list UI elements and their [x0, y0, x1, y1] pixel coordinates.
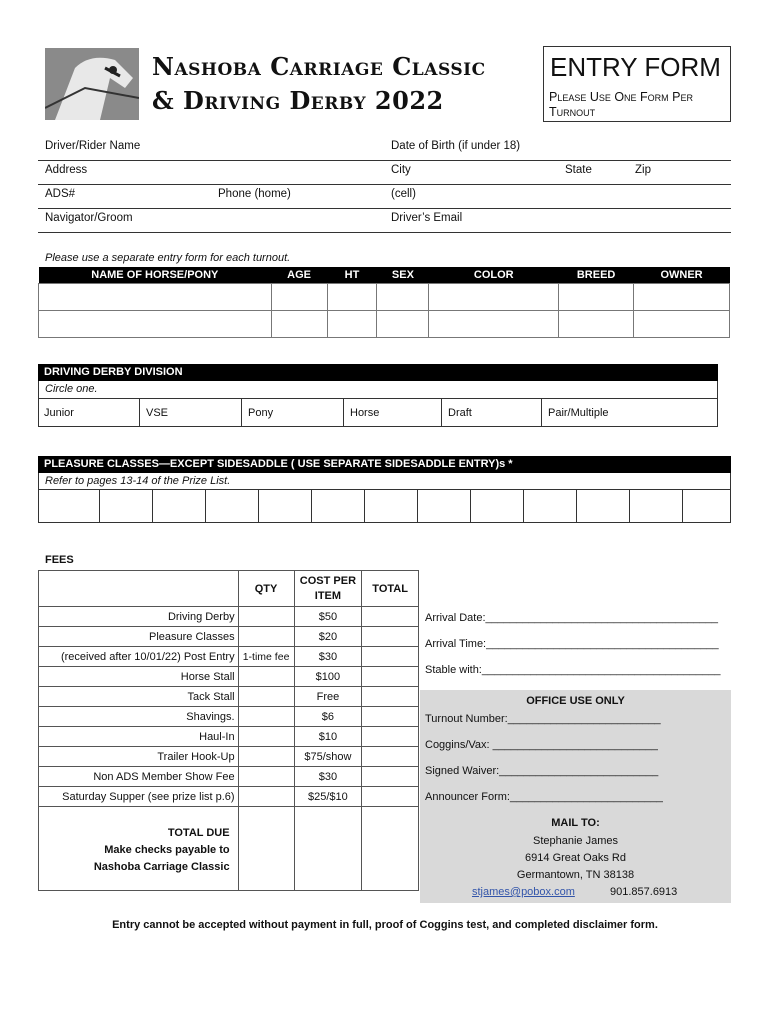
total-qty[interactable] — [238, 807, 294, 891]
fee-total[interactable] — [362, 767, 419, 787]
col-name: NAME OF HORSE/PONY — [39, 267, 272, 284]
navigator-label: Navigator/Groom — [45, 212, 133, 224]
class-cell[interactable] — [38, 489, 100, 523]
fee-item: Haul-In — [39, 727, 239, 747]
pleasure-class-cells — [38, 489, 731, 523]
fee-qty[interactable] — [238, 627, 294, 647]
total-due-row — [39, 807, 419, 891]
entry-form-title: ENTRY FORM — [550, 52, 721, 82]
fee-total[interactable] — [362, 787, 419, 807]
fees-col-total: TOTAL — [362, 571, 419, 607]
fee-total[interactable] — [362, 667, 419, 687]
fee-total[interactable] — [362, 747, 419, 767]
derby-options — [38, 398, 718, 427]
event-title-line1: Nashoba Carriage Classic — [152, 52, 486, 81]
mail-to-label: MAIL TO: — [551, 817, 600, 829]
col-ht: HT — [327, 267, 377, 284]
fee-cost: $20 — [294, 627, 362, 647]
fee-item: Saturday Supper (see prize list p.6) — [39, 787, 239, 807]
fee-cost: $75/show — [294, 747, 362, 767]
fee-total[interactable] — [362, 607, 419, 627]
total-cost[interactable] — [294, 807, 362, 891]
pleasure-classes-title: PLEASURE CLASSES—EXCEPT SIDESADDLE ( USE SEPARATE SIDESADDLE ENTRY)s * — [38, 456, 731, 473]
fee-cost: Free — [294, 687, 362, 707]
col-breed: BREED — [559, 267, 634, 284]
derby-option-horse[interactable]: Horse — [344, 398, 442, 427]
fee-row — [39, 647, 419, 667]
fees-table — [38, 570, 419, 891]
class-cell[interactable] — [577, 489, 630, 523]
fee-row — [39, 727, 419, 747]
divider — [38, 184, 731, 185]
class-cell[interactable] — [312, 489, 365, 523]
fee-qty[interactable] — [238, 607, 294, 627]
derby-option-junior[interactable]: Junior — [38, 398, 140, 427]
arrival-date[interactable]: Arrival Date:______________________________________ — [425, 612, 718, 624]
payable-line1: Make checks payable to — [104, 844, 230, 856]
fee-cost: $30 — [294, 767, 362, 787]
fee-cost: $50 — [294, 607, 362, 627]
fee-row — [39, 687, 419, 707]
fee-row — [39, 627, 419, 647]
fee-cost: $10 — [294, 727, 362, 747]
derby-option-vse[interactable]: VSE — [140, 398, 242, 427]
phone-home-label: Phone (home) — [218, 188, 291, 200]
arrival-time[interactable]: Arrival Time:______________________________________ — [425, 638, 719, 650]
payable-line2: Nashoba Carriage Classic — [93, 861, 230, 873]
class-cell[interactable] — [471, 489, 524, 523]
mail-email-link[interactable]: stjames@pobox.com — [472, 886, 575, 898]
fee-row — [39, 787, 419, 807]
fee-item: (received after 10/01/22) Post Entry — [39, 647, 239, 667]
state-label: State — [565, 164, 592, 176]
footer-note: Entry cannot be accepted without payment in full, proof of Coggins test, and completed disclaimer form. — [112, 919, 658, 931]
horse-photo — [45, 48, 139, 120]
dob-label: Date of Birth (if under 18) — [391, 140, 521, 152]
mail-city: Germantown, TN 38138 — [516, 869, 635, 881]
fee-total[interactable] — [362, 627, 419, 647]
fees-col-qty: QTY — [238, 571, 294, 607]
class-cell[interactable] — [259, 489, 312, 523]
fee-qty[interactable]: 1-time fee — [238, 647, 294, 667]
turnout-number: Turnout Number:_________________________ — [425, 713, 661, 725]
entry-form-subtitle: Please Use One Form Per Turnout — [549, 90, 693, 119]
fee-cost: $30 — [294, 647, 362, 667]
class-cell[interactable] — [365, 489, 418, 523]
office-use-title: OFFICE USE ONLY — [526, 695, 625, 707]
fee-qty[interactable] — [238, 747, 294, 767]
mail-street: 6914 Great Oaks Rd — [525, 852, 626, 864]
fee-cost: $6 — [294, 707, 362, 727]
fee-cost: $25/$10 — [294, 787, 362, 807]
derby-option-pony[interactable]: Pony — [242, 398, 344, 427]
class-cell[interactable] — [683, 489, 731, 523]
fees-title: FEES — [45, 554, 74, 566]
col-color: COLOR — [429, 267, 559, 284]
derby-option-pair[interactable]: Pair/Multiple — [542, 398, 718, 427]
fee-qty[interactable] — [238, 787, 294, 807]
derby-option-draft[interactable]: Draft — [442, 398, 542, 427]
fee-item: Driving Derby — [39, 607, 239, 627]
fee-item: Pleasure Classes — [39, 627, 239, 647]
mail-phone: 901.857.6913 — [610, 886, 678, 898]
class-cell[interactable] — [206, 489, 259, 523]
fee-total[interactable] — [362, 727, 419, 747]
col-age: AGE — [271, 267, 327, 284]
class-cell[interactable] — [418, 489, 471, 523]
fee-total[interactable] — [362, 707, 419, 727]
table-row[interactable] — [39, 311, 730, 338]
fee-row — [39, 707, 419, 727]
mail-name: Stephanie James — [533, 835, 618, 847]
zip-label: Zip — [635, 164, 651, 176]
coggins-vax: Coggins/Vax: ___________________________ — [425, 739, 658, 751]
fee-row — [39, 747, 419, 767]
class-cell[interactable] — [153, 489, 206, 523]
total-amount[interactable] — [362, 807, 419, 891]
horse-table — [38, 267, 730, 338]
fee-row — [39, 667, 419, 687]
fee-item: Tack Stall — [39, 687, 239, 707]
ads-label: ADS# — [45, 188, 76, 200]
total-due-label: TOTAL DUE — [167, 827, 230, 839]
turnout-note: Please use a separate entry form for each turnout. — [45, 252, 291, 264]
class-cell[interactable] — [524, 489, 577, 523]
city-label: City — [391, 164, 411, 176]
class-cell[interactable] — [630, 489, 683, 523]
pleasure-note: Refer to pages 13-14 of the Prize List. — [45, 475, 231, 487]
fee-row — [39, 767, 419, 787]
stable-with[interactable]: Stable with:_______________________________________ — [425, 664, 721, 676]
fee-total[interactable] — [362, 647, 419, 667]
address-label: Address — [45, 164, 88, 176]
fee-qty[interactable] — [238, 707, 294, 727]
fee-item: Horse Stall — [39, 667, 239, 687]
fee-item: Non ADS Member Show Fee — [39, 767, 239, 787]
announcer-form: Announcer Form:_________________________ — [425, 791, 663, 803]
col-owner: OWNER — [634, 267, 730, 284]
fee-cost: $100 — [294, 667, 362, 687]
event-title-line2: & Driving Derby 2022 — [152, 86, 444, 115]
col-sex: SEX — [377, 267, 429, 284]
fee-qty[interactable] — [238, 727, 294, 747]
horse-image — [45, 48, 139, 120]
divider — [38, 232, 731, 233]
class-cell[interactable] — [100, 489, 153, 523]
divider — [38, 208, 731, 209]
fee-total[interactable] — [362, 687, 419, 707]
fee-item: Shavings. — [39, 707, 239, 727]
divider — [38, 160, 731, 161]
cell-label: (cell) — [391, 188, 416, 200]
signed-waiver: Signed Waiver:__________________________ — [425, 765, 659, 777]
fee-item: Trailer Hook-Up — [39, 747, 239, 767]
fees-col-cost: COST PER ITEM — [294, 571, 362, 607]
derby-note: Circle one. — [45, 383, 98, 395]
email-label: Driver’s Email — [391, 212, 463, 224]
fee-qty[interactable] — [238, 687, 294, 707]
fee-qty[interactable] — [238, 667, 294, 687]
driver-name-label: Driver/Rider Name — [45, 140, 141, 152]
table-row[interactable] — [39, 284, 730, 311]
fee-qty[interactable] — [238, 767, 294, 787]
derby-division-title: DRIVING DERBY DIVISION — [38, 364, 718, 381]
fee-row — [39, 607, 419, 627]
